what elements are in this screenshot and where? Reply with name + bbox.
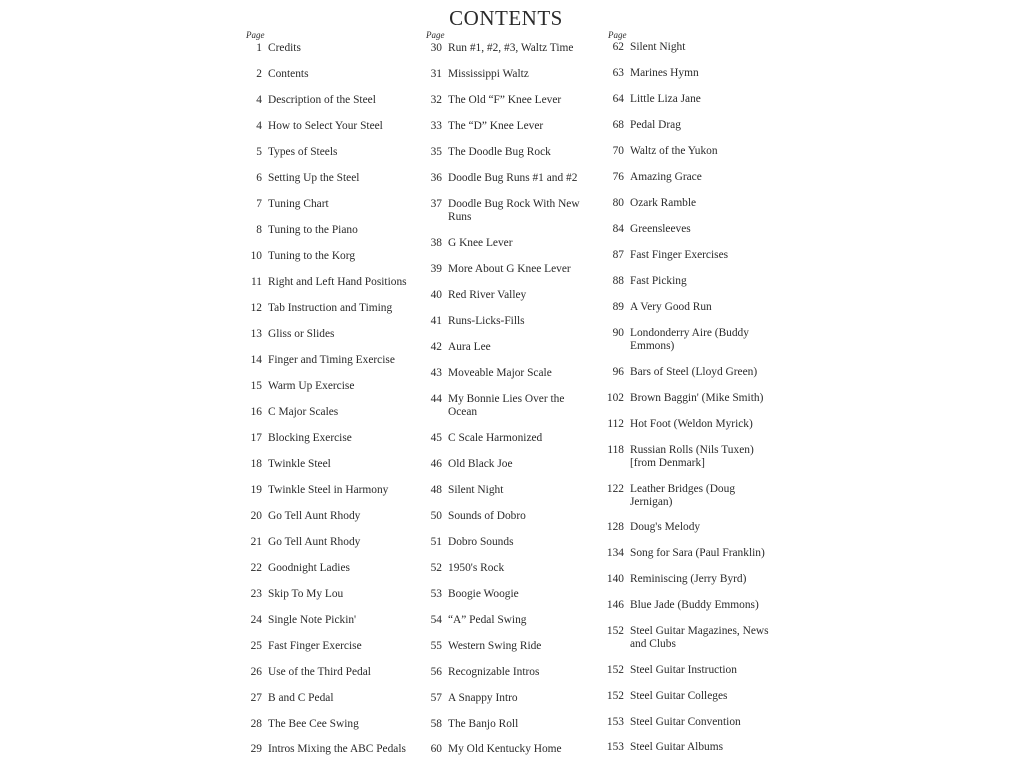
page-number: 18: [250, 458, 262, 470]
entry-title: Tab Instruction and Timing: [268, 302, 393, 314]
page-number: 43: [430, 367, 442, 379]
toc-entry: [238, 666, 413, 679]
page-number: 122: [606, 483, 624, 495]
entry-title: Intros Mixing the ABC Pedals: [268, 743, 406, 755]
page-number: 118: [607, 444, 624, 456]
toc-entry: [238, 198, 413, 211]
page-number: 21: [250, 536, 262, 548]
entry-title: The Doodle Bug Rock: [448, 146, 551, 158]
page-number: 62: [612, 41, 624, 53]
entry-title: Hot Foot (Weldon Myrick): [630, 418, 753, 430]
page-number: 102: [606, 392, 624, 404]
page-number: 40: [430, 289, 442, 301]
entry-title: Contents: [268, 68, 309, 80]
entry-title: Types of Steels: [268, 146, 338, 158]
toc-entry: [600, 41, 775, 54]
entry-title: B and C Pedal: [268, 692, 334, 704]
page-number: 152: [606, 690, 624, 702]
entry-title: Old Black Joe: [448, 458, 513, 470]
page-number: 14: [250, 354, 262, 366]
page-number: 17: [250, 432, 262, 444]
toc-entry: [600, 366, 775, 379]
toc-entry: [600, 573, 775, 586]
page-number: 2: [256, 68, 262, 80]
toc-entry: [600, 197, 775, 210]
entry-title: The Old “F” Knee Lever: [448, 94, 562, 106]
entry-title: Amazing Grace: [630, 171, 702, 183]
page-number: 53: [430, 588, 442, 600]
page-number: 68: [612, 119, 624, 131]
toc-entry: [600, 664, 775, 677]
entry-title: Steel Guitar Instruction: [630, 664, 737, 676]
page-number: 45: [430, 432, 442, 444]
page-number: 6: [256, 172, 262, 184]
entry-title: More About G Knee Lever: [448, 263, 571, 275]
entry-title: Steel Guitar Colleges: [630, 690, 728, 702]
page-number: 60: [430, 743, 442, 755]
entry-title: Boogie Woogie: [448, 588, 519, 600]
entry-title: How to Select Your Steel: [268, 120, 383, 132]
toc-entry: [238, 458, 413, 471]
page-number: 80: [612, 197, 624, 209]
toc-entry: [600, 418, 775, 431]
page-number: 41: [430, 315, 442, 327]
page-number: 140: [606, 573, 624, 585]
page-number: 5: [256, 146, 262, 158]
entry-title: “A” Pedal Swing: [448, 614, 527, 626]
entry-title: Pedal Drag: [630, 119, 681, 131]
toc-entry: [238, 302, 413, 315]
page-number: 29: [250, 743, 262, 755]
entry-title: C Major Scales: [268, 406, 339, 418]
contents-column-3: [600, 30, 775, 753]
page-number: 112: [607, 418, 624, 430]
page-number: 46: [430, 458, 442, 470]
page-number: 152: [606, 664, 624, 676]
contents-column-1: [238, 30, 413, 755]
toc-entry: [238, 380, 413, 393]
toc-entry: [418, 237, 596, 250]
toc-entry: [600, 275, 775, 288]
entry-title: Dobro Sounds: [448, 536, 514, 548]
entry-title: Right and Left Hand Positions: [268, 276, 407, 288]
toc-entry: [600, 392, 775, 405]
page-number: 39: [430, 263, 442, 275]
entry-title: The Banjo Roll: [448, 718, 519, 730]
page-number: 13: [250, 328, 262, 340]
page-number: 153: [606, 741, 624, 753]
toc-entry: [600, 119, 775, 132]
toc-entry: [600, 93, 775, 106]
toc-entry: [238, 250, 413, 263]
toc-entry: [418, 198, 596, 224]
toc-entry: [418, 510, 596, 523]
entry-title: Western Swing Ride: [448, 640, 542, 652]
page-number: 22: [250, 562, 262, 574]
toc-entry: [238, 536, 413, 549]
page-number: 84: [612, 223, 624, 235]
entry-title: Waltz of the Yukon: [630, 145, 718, 157]
entry-title: Go Tell Aunt Rhody: [268, 536, 361, 548]
page-number: 36: [430, 172, 442, 184]
toc-entry: [238, 224, 413, 237]
toc-entry: [418, 120, 596, 133]
entry-title: Fast Finger Exercises: [630, 249, 729, 261]
entry-title: Steel Guitar Albums: [630, 741, 724, 753]
page-number: 32: [430, 94, 442, 106]
toc-entry: [600, 690, 775, 703]
toc-entry: [418, 432, 596, 445]
toc-entry: [600, 145, 775, 158]
page-column-header: Page: [246, 30, 265, 40]
toc-entry: [238, 692, 413, 705]
toc-entry: [418, 172, 596, 185]
page-number: 35: [430, 146, 442, 158]
toc-entry: [418, 94, 596, 107]
toc-entry: [600, 547, 775, 560]
entry-title: Little Liza Jane: [630, 93, 701, 105]
page-number: 89: [612, 301, 624, 313]
entry-title: The Bee Cee Swing: [268, 718, 359, 730]
toc-entry: [418, 692, 596, 705]
toc-entry: [418, 146, 596, 159]
entry-title: C Scale Harmonized: [448, 432, 543, 444]
toc-entry: [600, 716, 775, 729]
page-number: 10: [250, 250, 262, 262]
toc-entry: [600, 521, 775, 534]
entry-title: Leather Bridges (Doug Jernigan): [630, 483, 736, 508]
entry-title: Steel Guitar Convention: [630, 716, 741, 728]
entry-title: Use of the Third Pedal: [268, 666, 371, 678]
page-number: 76: [612, 171, 624, 183]
entry-title: Goodnight Ladies: [268, 562, 350, 574]
toc-entry: [238, 562, 413, 575]
entry-title: Tuning to the Korg: [268, 250, 356, 262]
entry-title: Blue Jade (Buddy Emmons): [630, 599, 759, 611]
toc-entry: [418, 367, 596, 380]
entry-title: Silent Night: [448, 484, 504, 496]
page-number: 26: [250, 666, 262, 678]
page-number: 48: [430, 484, 442, 496]
entry-title: Doodle Bug Rock With New Runs: [448, 198, 580, 223]
page-number: 134: [606, 547, 624, 559]
entry-title: Tuning Chart: [268, 198, 329, 210]
page-number: 90: [612, 327, 624, 339]
entry-title: G Knee Lever: [448, 237, 513, 249]
toc-entry: [600, 301, 775, 314]
entry-title: Sounds of Dobro: [448, 510, 526, 522]
entry-title: Description of the Steel: [268, 94, 376, 106]
toc-entry: [600, 249, 775, 262]
page-number: 87: [612, 249, 624, 261]
toc-entry: [238, 276, 413, 289]
entry-title: Run #1, #2, #3, Waltz Time: [448, 42, 574, 54]
page-title: CONTENTS: [449, 6, 563, 30]
page-number: 56: [430, 666, 442, 678]
entry-title: Moveable Major Scale: [448, 367, 552, 379]
entry-title: A Snappy Intro: [448, 692, 518, 704]
entry-title: Song for Sara (Paul Franklin): [630, 547, 765, 559]
toc-entry: [600, 741, 775, 754]
entry-title: Doug's Melody: [630, 521, 701, 533]
page-number: 8: [256, 224, 262, 236]
toc-entry: [238, 42, 413, 55]
entry-title: My Bonnie Lies Over the Ocean: [448, 393, 565, 418]
toc-entry: [238, 406, 413, 419]
entry-title: The “D” Knee Lever: [448, 120, 544, 132]
entry-title: Russian Rolls (Nils Tuxen) [from Denmark]: [630, 444, 754, 469]
toc-entry: [238, 354, 413, 367]
page-number: 88: [612, 275, 624, 287]
toc-entry: [418, 588, 596, 601]
entry-title: Go Tell Aunt Rhody: [268, 510, 361, 522]
page-number: 4: [256, 94, 262, 106]
toc-entry: [600, 483, 775, 509]
entry-title: Setting Up the Steel: [268, 172, 360, 184]
entry-title: Reminiscing (Jerry Byrd): [630, 573, 747, 585]
toc-entry: [600, 223, 775, 236]
toc-entry: [418, 743, 596, 756]
page-number: 153: [606, 716, 624, 728]
entry-title: Runs-Licks-Fills: [448, 315, 525, 327]
toc-entry: [238, 94, 413, 107]
toc-entry: [238, 172, 413, 185]
entry-title: Finger and Timing Exercise: [268, 354, 395, 366]
entry-title: Twinkle Steel: [268, 458, 331, 470]
toc-entry: [418, 718, 596, 731]
page-number: 31: [430, 68, 442, 80]
entry-title: A Very Good Run: [630, 301, 712, 313]
page-number: 96: [612, 366, 624, 378]
toc-entry: [238, 120, 413, 133]
toc-entry: [418, 484, 596, 497]
entry-title: Fast Finger Exercise: [268, 640, 362, 652]
toc-entry: [238, 743, 413, 756]
entry-title: Brown Baggin' (Mike Smith): [630, 392, 764, 404]
toc-entry: [238, 718, 413, 731]
toc-entry: [600, 444, 775, 470]
page-number: 28: [250, 718, 262, 730]
entry-title: Greensleeves: [630, 223, 691, 235]
toc-entry: [418, 42, 596, 55]
toc-entry: [418, 289, 596, 302]
toc-entry: [418, 614, 596, 627]
toc-entry: [600, 171, 775, 184]
page-number: 152: [606, 625, 624, 637]
entry-title: Bars of Steel (Lloyd Green): [630, 366, 758, 378]
toc-entry: [238, 432, 413, 445]
toc-entry: [600, 327, 775, 353]
toc-entry: [600, 625, 775, 651]
page-column-header: Page: [426, 30, 445, 40]
page-number: 30: [430, 42, 442, 54]
toc-entry: [238, 328, 413, 341]
entry-title: Blocking Exercise: [268, 432, 352, 444]
entry-title: Gliss or Slides: [268, 328, 335, 340]
entry-title: Steel Guitar Magazines, News and Clubs: [630, 625, 769, 650]
page-number: 51: [430, 536, 442, 548]
page-number: 58: [430, 718, 442, 730]
entry-title: Credits: [268, 42, 301, 54]
entry-title: Fast Picking: [630, 275, 687, 287]
page-number: 128: [606, 521, 624, 533]
page-number: 37: [430, 198, 442, 210]
toc-entry: [600, 67, 775, 80]
toc-entry: [418, 640, 596, 653]
toc-entry: [238, 510, 413, 523]
page-number: 19: [250, 484, 262, 496]
toc-entry: [238, 614, 413, 627]
toc-entry: [238, 484, 413, 497]
entry-title: Red River Valley: [448, 289, 527, 301]
entry-title: Marines Hymn: [630, 67, 699, 79]
entry-title: Recognizable Intros: [448, 666, 540, 678]
toc-entry: [238, 588, 413, 601]
toc-entry: [418, 458, 596, 471]
toc-entry: [418, 68, 596, 81]
entry-title: My Old Kentucky Home: [448, 743, 562, 755]
toc-entry: [600, 599, 775, 612]
page-number: 50: [430, 510, 442, 522]
page-number: 1: [256, 42, 262, 54]
toc-entry: [418, 315, 596, 328]
page-number: 42: [430, 341, 442, 353]
page-number: 55: [430, 640, 442, 652]
page-number: 70: [612, 145, 624, 157]
page-number: 57: [430, 692, 442, 704]
entry-title: Twinkle Steel in Harmony: [268, 484, 389, 496]
entry-title: Doodle Bug Runs #1 and #2: [448, 172, 578, 184]
page-number: 20: [250, 510, 262, 522]
page-number: 23: [250, 588, 262, 600]
page-number: 52: [430, 562, 442, 574]
page-number: 12: [250, 302, 262, 314]
page-number: 15: [250, 380, 262, 392]
page-number: 64: [612, 93, 624, 105]
page-number: 27: [250, 692, 262, 704]
toc-entry: [238, 146, 413, 159]
toc-entry: [238, 640, 413, 653]
contents-column-2: [418, 30, 596, 755]
page-number: 4: [256, 120, 262, 132]
page-number: 146: [606, 599, 624, 611]
entry-title: Mississippi Waltz: [448, 68, 529, 80]
page-number: 24: [250, 614, 262, 626]
page-column-header: Page: [608, 30, 627, 40]
toc-entry: [418, 562, 596, 575]
toc-entry: [418, 393, 596, 419]
page-number: 25: [250, 640, 262, 652]
entry-title: Single Note Pickin': [268, 614, 357, 626]
page-number: 7: [256, 198, 262, 210]
page-number: 16: [250, 406, 262, 418]
entry-title: Londonderry Aire (Buddy Emmons): [630, 327, 749, 352]
page-number: 63: [612, 67, 624, 79]
entry-title: Tuning to the Piano: [268, 224, 358, 236]
entry-title: Silent Night: [630, 41, 686, 53]
page-number: 44: [430, 393, 442, 405]
toc-entry: [238, 68, 413, 81]
page-number: 11: [251, 276, 262, 288]
toc-entry: [418, 263, 596, 276]
toc-entry: [418, 666, 596, 679]
page-number: 33: [430, 120, 442, 132]
toc-entry: [418, 341, 596, 354]
entry-title: 1950's Rock: [448, 562, 505, 574]
page-number: 54: [430, 614, 442, 626]
entry-title: Warm Up Exercise: [268, 380, 355, 392]
page-number: 38: [430, 237, 442, 249]
entry-title: Aura Lee: [448, 341, 491, 353]
entry-title: Ozark Ramble: [630, 197, 697, 209]
entry-title: Skip To My Lou: [268, 588, 344, 600]
toc-entry: [418, 536, 596, 549]
